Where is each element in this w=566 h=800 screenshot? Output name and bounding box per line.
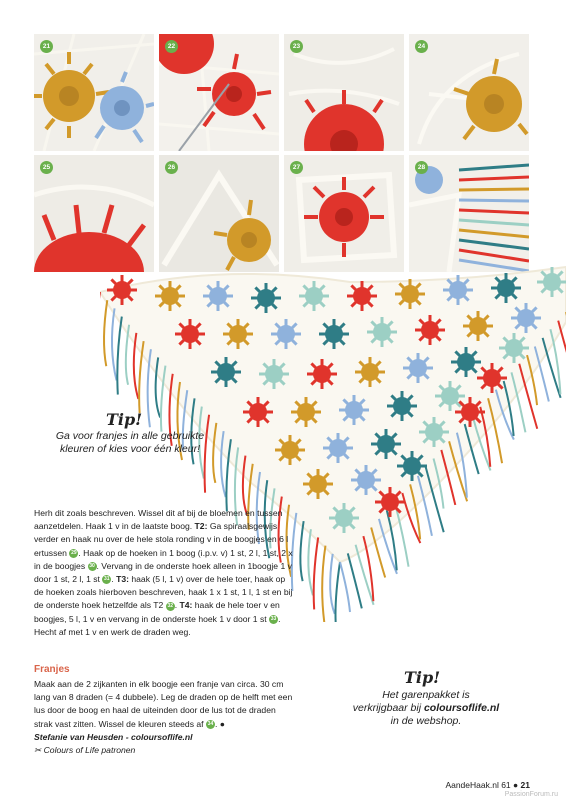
crochet-flower [387,391,417,421]
crochet-flower [403,353,433,383]
step-badge: 25 [40,161,53,174]
pattern-credit [34,745,135,756]
step-photo-27 [284,155,404,272]
step-badge: 24 [415,40,428,53]
fringe-strand [112,308,117,380]
photo-red-center [284,155,404,272]
section-title-franjes: Franjes [34,664,70,675]
crochet-flower [271,319,301,349]
step-reference: 29 [71,549,77,556]
step-reference: 31 [104,576,110,583]
crochet-flower [351,465,381,495]
crochet-flower [491,273,521,303]
photo-yellow-corner [159,155,279,272]
fringe-strand [330,554,335,614]
crochet-flower [451,347,481,377]
instruction-run: . Hecht af met 1 v en werk de draden weg. [34,613,281,637]
instruction-run: . Vervang in de onderste hoek alleen in 1boogje 1 v door 1 st, 2 l, 1 st [34,560,292,585]
step-badge: 26 [165,161,178,174]
crochet-flower [537,267,566,297]
tip-line: verkrijgbaar bij [352,702,424,714]
crochet-flower [395,279,425,309]
crochet-flower [367,317,397,347]
fringe-strand [314,537,319,609]
step-photo-23 [284,34,404,151]
step-reference: 33 [270,615,277,622]
crochet-flower [275,435,305,465]
instruction-run: Herh dit zoals beschreven. Wissel dit af bij de bloemen en tussen aanzetdelen. Haak 1 v in de laatste boog. [34,508,283,532]
step-badge: 22 [165,40,178,53]
fringe-strand [308,529,313,595]
tip-title: Tip! [106,410,143,429]
crochet-flower [511,303,541,333]
crochet-flower [243,397,273,427]
pattern-credit-label: Colours of Life patronen [43,745,136,755]
tip-line: Het garenpakket is [382,689,470,701]
crochet-flower [175,319,205,349]
fringe-strand [340,562,350,612]
round-label: T2: [194,521,208,532]
photo-yellow-motif-net [409,34,529,151]
instruction-run: . Haak op de hoeken in 1 boog (i.p.v. v) 1 st, 2 l, 1 st, 2 x in de boogjes [34,547,293,571]
crochet-flower [323,433,353,463]
tip-line: kleuren of kies voor één kleur! [59,443,201,455]
magazine-name: AandeHaak.nl 61 [445,780,511,790]
step-badge: 28 [415,161,428,174]
crochet-flower [455,397,485,427]
step-photo-21 [34,34,154,151]
page-footer [445,780,530,790]
crochet-flower [397,451,427,481]
fringe-strand [322,546,325,622]
crochet-flower [375,487,405,517]
scissors-icon: ✂ [34,745,42,755]
franjes-text [34,678,296,731]
instruction-run: haak (5 l, 1 v) over de hele toer, haak op de hoeken zoals hierboven beschreven, haak 1 x 1 st, 1 l, 1 st en bij de onderste hoek hetzelfde als T2 [34,574,293,611]
round-label: T4: [179,600,193,611]
instruction-run: haak de hele toer v en boogjes, 5 l, 1 v en vervang in de onderste hoek 1 v door 1 st [34,600,280,624]
photo-yellow-blue-motifs [34,34,154,151]
photo-red-motif-hook [159,34,279,151]
step-photo-28 [409,155,529,272]
instruction-run: Maak aan de 2 zijkanten in elk boogje een franje van circa. 30 cm lang van 8 draden (= 4 dubbele). Leg de draden op de helft met een lus door de boog en haal de uiteinden door de lus tot de draden strak vast zitten. Wissel de kleuren steeds af [34,679,293,729]
watermark: PassionForum.ru [504,791,558,798]
page-number: 21 [520,780,530,790]
crochet-flower [299,281,329,311]
tip-line: in de webshop. [390,715,462,727]
crochet-flower [107,275,137,305]
crochet-flower [329,503,359,533]
instruction-run: . ● [214,718,225,729]
instruction-run: Ga spiraalsgewijs verder en haak nu over de hele stola ronding v in de boogjes en 6 l ertussen [34,521,289,558]
fringe-strand [104,300,107,366]
crochet-flower [251,283,281,313]
fringe-strand [336,562,341,622]
tip-brand: coloursoflife.nl [423,702,500,714]
photo-red-closeup [34,155,154,272]
crochet-flower [499,333,529,363]
crochet-flower [307,359,337,389]
step-photo-24 [409,34,529,151]
crochet-flower [203,281,233,311]
step-badge: 23 [290,40,303,53]
crochet-flower [291,397,321,427]
photo-red-motif-net [284,34,404,151]
instructions-text [34,507,296,639]
step-photo-26 [159,155,279,272]
crochet-flower [463,311,493,341]
photo-fringe [409,155,529,272]
crochet-flower [443,275,473,305]
instruction-run: . [111,574,114,585]
step-reference: 34 [207,720,214,727]
crochet-flower [415,315,445,345]
author-credit: Stefanie van Heusden - coloursoflife.nl [34,732,193,742]
step-photo-22 [159,34,279,151]
crochet-flower [371,429,401,459]
crochet-flower [339,395,369,425]
step-photo-25 [34,155,154,272]
step-badge: 21 [40,40,53,53]
crochet-flower [355,357,385,387]
crochet-flower [223,319,253,349]
fringe-strand [300,521,303,581]
crochet-flower [211,357,241,387]
crochet-flower [259,359,289,389]
tip-line: Ga voor franjes in alle gebruikte [55,430,205,442]
instruction-run: . [174,600,178,611]
step-reference: 32 [167,602,173,609]
round-label: T3: [116,574,129,585]
crochet-flower [347,281,377,311]
tip-text [336,689,516,728]
crochet-flower [303,469,333,499]
crochet-flower [155,281,185,311]
crochet-flower [419,417,449,447]
crochet-flower [319,319,349,349]
bullet-icon: ● [513,780,521,790]
fringe-strand [126,325,129,385]
tip-title: Tip! [404,668,441,687]
step-badge: 27 [290,161,303,174]
crochet-flower [477,363,507,393]
crochet-flower [435,381,465,411]
fringe-strand [117,317,122,395]
tip-text [30,430,230,456]
step-reference: 30 [89,563,95,570]
